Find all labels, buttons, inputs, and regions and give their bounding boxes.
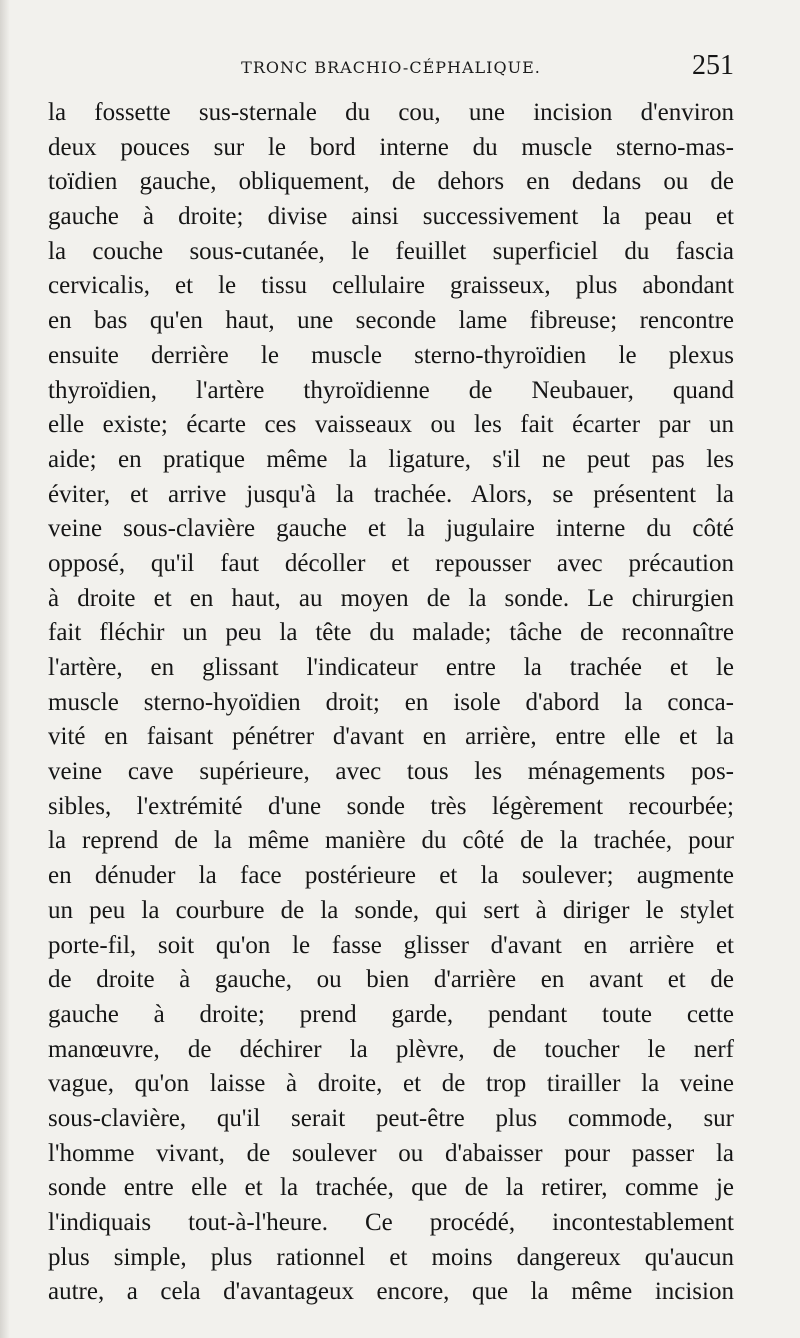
text-line: plus simple, plus rationnel et moins dangereux qu'aucun xyxy=(48,1243,734,1271)
text-line: de droite à gauche, ou bien d'arrière en avant et de xyxy=(48,966,734,994)
text-line: gauche à droite; prend garde, pendant toute cette xyxy=(48,1000,734,1028)
text-line: muscle sterno-hyoïdien droit; en isole d'abord la conca- xyxy=(48,688,734,716)
text-line: la fossette sus-sternale du cou, une incision d'environ xyxy=(48,99,734,126)
running-title: TRONC BRACHIO-CÉPHALIQUE. xyxy=(241,58,541,77)
text-line: toïdien gauche, obliquement, de dehors en dedans ou de xyxy=(48,168,734,196)
text-line: vité en faisant pénétrer d'avant en arrière, entre elle et la xyxy=(48,723,734,751)
text-line: l'homme vivant, de soulever ou d'abaisser pour passer la xyxy=(48,1139,734,1167)
page-edge-shadow xyxy=(0,0,10,1338)
running-head xyxy=(48,50,734,86)
text-line: cervicalis, et le tissu cellulaire graisseux, plus abondant xyxy=(48,272,734,300)
text-line: l'indiquais tout-à-l'heure. Ce procédé, incontestablement xyxy=(48,1209,734,1236)
text-line: un peu la courbure de la sonde, qui sert à diriger le stylet xyxy=(48,896,734,924)
body-text xyxy=(48,96,734,1310)
text-line: porte-fil, soit qu'on le fasse glisser d'avant en arrière et xyxy=(48,931,734,959)
text-line: en bas qu'en haut, une seconde lame fibreuse; rencontre xyxy=(48,307,734,335)
text-line: la couche sous-cutanée, le feuillet superficiel du fascia xyxy=(48,237,734,265)
text-line: vague, qu'on laisse à droite, et de trop tirailler la veine xyxy=(48,1070,734,1098)
text-line: gauche à droite; divise ainsi successivement la peau et xyxy=(48,203,734,231)
text-line: autre, a cela d'avantageux encore, que la même incision xyxy=(48,1278,734,1306)
text-line: elle existe; écarte ces vaisseaux ou les fait écarter par un xyxy=(48,411,734,439)
text-line: sous-clavière, qu'il serait peut-être plus commode, sur xyxy=(48,1104,734,1132)
text-line: veine cave supérieure, avec tous les ménagements pos- xyxy=(48,758,734,786)
text-line: l'artère, en glissant l'indicateur entre la trachée et le xyxy=(48,654,734,681)
text-line: deux pouces sur le bord interne du muscle sterno-mas- xyxy=(48,133,734,161)
text-line: opposé, qu'il faut décoller et repousser avec précaution xyxy=(48,549,734,577)
text-line: thyroïdien, l'artère thyroïdienne de Neubauer, quand xyxy=(48,376,734,404)
text-line: veine sous-clavière gauche et la jugulaire interne du côté xyxy=(48,515,734,543)
text-line: la reprend de la même manière du côté de la trachée, pour xyxy=(48,827,734,855)
text-line: éviter, et arrive jusqu'à la trachée. Alors, se présentent la xyxy=(48,480,734,508)
text-line: en dénuder la face postérieure et la soulever; augmente xyxy=(48,862,734,890)
page-number: 251 xyxy=(692,50,734,81)
text-line: fait fléchir un peu la tête du malade; tâche de reconnaître xyxy=(48,619,734,647)
text-line: à droite et en haut, au moyen de la sonde. Le chirurgien xyxy=(48,584,734,612)
text-line: manœuvre, de déchirer la plèvre, de toucher le nerf xyxy=(48,1035,734,1063)
text-line: sibles, l'extrémité d'une sonde très légèrement recourbée; xyxy=(48,792,734,820)
text-line: sonde entre elle et la trachée, que de la retirer, comme je xyxy=(48,1174,734,1202)
text-line: aide; en pratique même la ligature, s'il ne peut pas les xyxy=(48,445,734,473)
text-line: ensuite derrière le muscle sterno-thyroïdien le plexus xyxy=(48,341,734,369)
